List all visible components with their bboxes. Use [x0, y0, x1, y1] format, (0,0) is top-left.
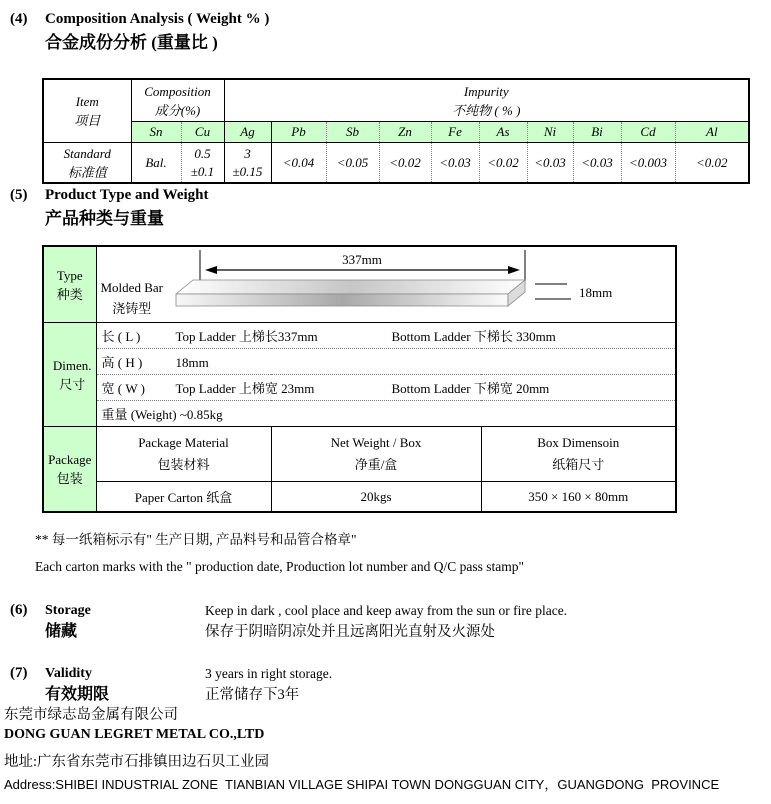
section7-number: (7): [10, 665, 28, 681]
element-value: 0.5 ±0.1: [181, 143, 224, 184]
composition-label-en: Composition: [144, 83, 211, 99]
element-symbol: Sb: [326, 122, 379, 143]
element-symbol: Ag: [224, 122, 271, 143]
element-symbol: Ni: [527, 122, 573, 143]
impurity-label-en: Impurity: [463, 83, 509, 99]
dimension-row-width: 宽 ( W ) Top Ladder 上梯宽 23mm Bottom Ladder 下梯宽 20mm: [96, 375, 676, 401]
item-header-cell: [43, 79, 131, 143]
package-material-value: Paper Carton 纸盒: [96, 482, 271, 513]
section4-number: (4): [10, 11, 28, 27]
package-boxdim-value: 350 × 160 × 80mm: [481, 482, 676, 513]
package-header-netweight: Net Weight / Box 净重/盒: [271, 427, 481, 482]
package-label-cell: Package 包装: [43, 427, 96, 513]
element-symbol: Al: [675, 122, 749, 143]
storage-label-en: Storage: [45, 603, 91, 618]
element-value: <0.04: [271, 143, 326, 184]
element-symbol: Fe: [431, 122, 479, 143]
composition-table: [42, 78, 750, 184]
dimension-row-length: 长 ( L ) Top Ladder 上梯长337mm Bottom Ladder 下梯长 330mm: [96, 323, 676, 349]
item-label-en: Item: [75, 94, 99, 109]
dimension-label-cell: Dimen. 尺寸: [43, 323, 96, 427]
validity-text-zh: 正常储存下3年: [205, 687, 300, 703]
type-value-cell: [96, 246, 676, 323]
element-symbol: Cd: [621, 122, 675, 143]
type-label-cell: Type 种类: [43, 246, 96, 323]
company-name-en: DONG GUAN LEGRET METAL CO.,LTD: [4, 727, 265, 742]
element-value: <0.03: [573, 143, 621, 184]
element-value: <0.03: [431, 143, 479, 184]
element-value: <0.003: [621, 143, 675, 184]
dimension-row-height: 高 ( H ) 18mm: [96, 349, 676, 375]
validity-label-zh: 有效期限: [45, 686, 110, 703]
section4-title-en: Composition Analysis ( Weight % ): [45, 11, 270, 27]
item-label-zh: 项目: [74, 113, 101, 128]
element-symbol: As: [479, 122, 527, 143]
molded-bar-diagram: [157, 249, 637, 321]
element-symbol: Cu: [181, 122, 224, 143]
bar-height-label: 18mm: [578, 285, 612, 300]
package-header-material: Package Material 包装材料: [96, 427, 271, 482]
section5-title-en: Product Type and Weight: [45, 187, 209, 203]
carton-note-zh: ** 每一纸箱标示有" 生产日期, 产品料号和品管合格章": [35, 532, 357, 547]
section6-storage: [10, 600, 567, 643]
address-en: Address:SHIBEI INDUSTRIAL ZONE TIANBIAN VILLAGE SHIPAI TOWN DONGGUAN CITY，GUANGDONG PROVINCE: [4, 777, 720, 792]
package-netweight-value: 20kgs: [271, 482, 481, 513]
element-symbol: Bi: [573, 122, 621, 143]
section7-validity: [10, 663, 332, 706]
element-value: <0.05: [326, 143, 379, 184]
company-name-zh: 东莞市绿志岛金属有限公司: [4, 707, 178, 723]
storage-label-zh: 储藏: [45, 623, 78, 640]
validity-label-en: Validity: [45, 666, 92, 681]
address-zh: 地址:广东省东莞市石排镇田边石贝工业园: [4, 754, 270, 770]
package-header-boxdim: Box Dimensoin 纸箱尺寸: [481, 427, 676, 482]
section5-number: (5): [10, 187, 28, 203]
element-value: <0.03: [527, 143, 573, 184]
type-value-text: Molded Bar 浇铸型: [100, 280, 163, 316]
element-symbol: Pb: [271, 122, 326, 143]
standard-row-label: Standard 标准值: [43, 143, 131, 184]
section4-heading: [10, 8, 269, 55]
section4-title-zh: 合金成份分析 (重量比 ): [45, 33, 218, 52]
impurity-header-cell: [224, 79, 749, 122]
element-symbol: Sn: [131, 122, 181, 143]
element-symbol: Zn: [379, 122, 431, 143]
dimension-row-weight: 重量 (Weight) ~0.85kg: [96, 401, 676, 427]
section5-heading: [10, 184, 209, 231]
composition-header-cell: [131, 79, 224, 122]
element-value: <0.02: [479, 143, 527, 184]
element-value: 3 ±0.15: [224, 143, 271, 184]
section6-number: (6): [10, 602, 28, 618]
storage-text-en: Keep in dark , cool place and keep away from the sun or fire place.: [205, 603, 568, 618]
storage-text-zh: 保存于阴暗阴凉处并且远离阳光直射及火源处: [205, 624, 495, 640]
impurity-label-zh: 不纯物 ( % ): [452, 102, 521, 118]
bar-length-label: 337mm: [341, 252, 382, 267]
carton-note-en: Each carton marks with the " production date, Production lot number and Q/C pass stamp": [35, 559, 525, 574]
element-value: Bal.: [131, 143, 181, 184]
validity-text-en: 3 years in right storage.: [205, 666, 333, 681]
section5-title-zh: 产品种类与重量: [45, 209, 164, 228]
product-table: [42, 245, 677, 513]
element-value: <0.02: [675, 143, 749, 184]
composition-label-zh: 成分(%): [154, 102, 201, 118]
element-value: <0.02: [379, 143, 431, 184]
